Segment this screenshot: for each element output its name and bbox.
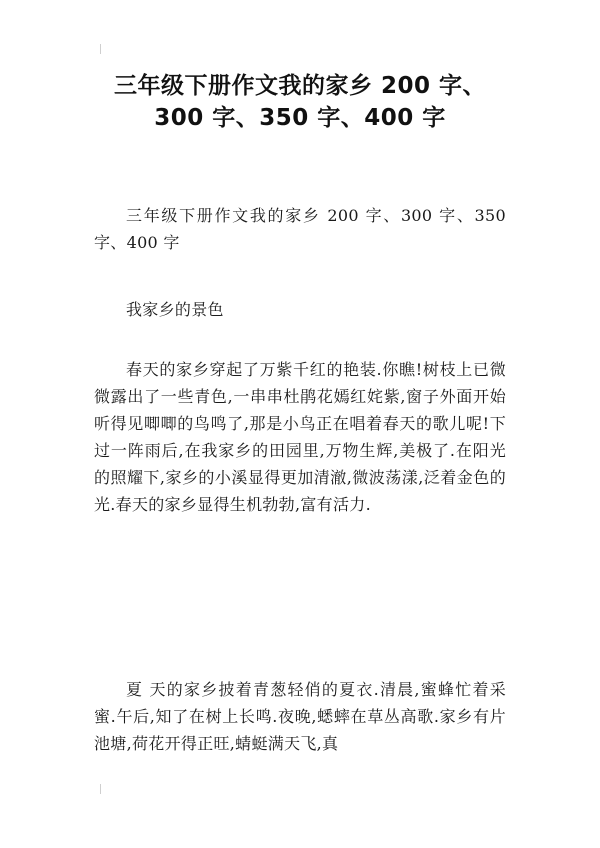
document-title: 三年级下册作文我的家乡 200 字、300 字、350 字、400 字 xyxy=(113,73,487,131)
page-corner-mark-top xyxy=(100,44,101,54)
page-corner-mark-bottom xyxy=(100,784,101,794)
paragraph-summer: 夏 天的家乡披着青葱轻俏的夏衣.清晨,蜜蜂忙着采蜜.午后,知了在树上长鸣.夜晚,蟋蟀在草丛高歌.家乡有片池塘,荷花开得正旺,蜻蜓满天飞,真 xyxy=(94,680,506,753)
paragraph-subtitle: 三年级下册作文我的家乡 200 字、300 字、350 字、400 字 xyxy=(94,206,506,252)
paragraph-spring: 春天的家乡穿起了万紫千红的艳装.你瞧!树枝上已微微露出了一些青色,一串串杜鹃花嫣红姹紫,窗子外面开始听得见唧唧的鸟鸣了,那是小鸟正在唱着春天的歌儿呢!下过一阵雨后,在我家乡的田园里,万物生辉,美极了.在阳光的照耀下,家乡的小溪显得更加清澈,微波荡漾,泛着金色的光.春天的家乡显得生机勃勃,富有活力. xyxy=(94,360,506,514)
paragraph-heading: 我家乡的景色 xyxy=(126,300,224,319)
